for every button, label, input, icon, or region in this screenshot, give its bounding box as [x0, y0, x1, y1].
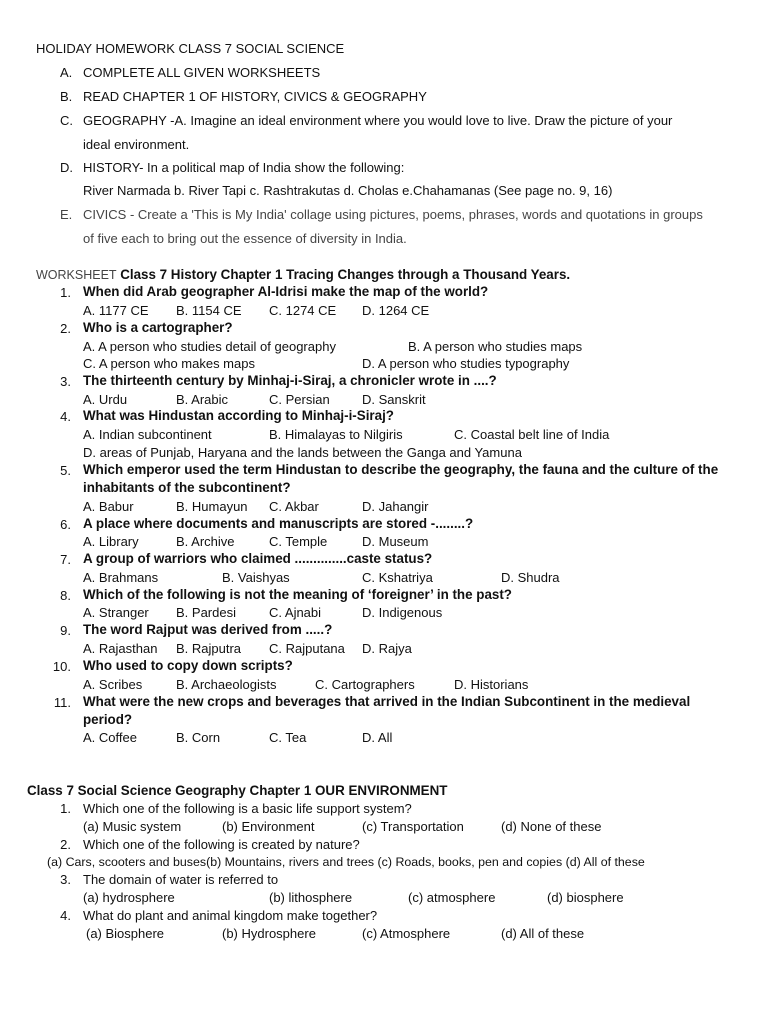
option: A. A person who studies detail of geography — [83, 339, 336, 354]
option: B. A person who studies maps — [408, 339, 583, 354]
option: C. Rajputana — [269, 641, 345, 656]
option: (c) atmosphere — [408, 890, 496, 905]
question-number: 1. — [60, 285, 71, 300]
option: D. Rajya — [362, 641, 412, 656]
option: A. Coffee — [83, 730, 137, 745]
question-text: Which one of the following is a basic life support system? — [83, 801, 412, 816]
question-number: 6. — [60, 517, 71, 532]
option: (c) Atmosphere — [362, 926, 451, 941]
question-number: 1. — [60, 801, 71, 816]
homework-item-a: COMPLETE ALL GIVEN WORKSHEETS — [83, 65, 321, 80]
question-text: The domain of water is referred to — [83, 872, 279, 887]
option: D. All — [362, 730, 393, 745]
option: D. Shudra — [501, 570, 560, 585]
option: B. Rajputra — [176, 641, 242, 656]
homework-marker-e: E. — [60, 207, 73, 222]
homework-item-d-line2: River Narmada b. River Tapi c. Rashtrakutas d. Cholas e.Chahamanas (See page no. 9, 16) — [83, 183, 613, 198]
option: D. areas of Punjab, Haryana and the lands between the Ganga and Yamuna — [83, 445, 522, 460]
option: C. Persian — [269, 392, 330, 407]
homework-marker-b: B. — [60, 89, 73, 104]
option: B. Vaishyas — [222, 570, 290, 585]
question-number: 2. — [60, 321, 71, 336]
question-text: What was Hindustan according to Minhaj-i-Siraj? — [83, 408, 394, 423]
option: C. Akbar — [269, 499, 319, 514]
option: B. Arabic — [176, 392, 229, 407]
option: (d) None of these — [501, 819, 602, 834]
homework-item-c-line2: ideal environment. — [83, 137, 190, 152]
option: A. Stranger — [83, 605, 149, 620]
question-text: Who used to copy down scripts? — [83, 658, 293, 673]
question-text: A group of warriors who claimed ..............caste status? — [83, 551, 433, 566]
option: A. Brahmans — [83, 570, 159, 585]
question-text: What do plant and animal kingdom make together? — [83, 908, 378, 923]
question-number: 10. — [52, 659, 71, 674]
option: (a) hydrosphere — [83, 890, 175, 905]
homework-item-e-line2: of five each to bring out the essence of diversity in India. — [83, 231, 407, 246]
geography-title: Class 7 Social Science Geography Chapter 1 OUR ENVIRONMENT — [27, 783, 448, 798]
option: B. Pardesi — [176, 605, 236, 620]
option: C. Cartographers — [315, 677, 415, 692]
option: B. Corn — [176, 730, 221, 745]
homework-item-b: READ CHAPTER 1 OF HISTORY, CIVICS & GEOGRAPHY — [83, 89, 427, 104]
option: (c) Transportation — [362, 819, 464, 834]
question-text: A place where documents and manuscripts are stored -........? — [83, 516, 474, 531]
option: B. Archaeologists — [176, 677, 277, 692]
option: (d) biosphere — [547, 890, 624, 905]
option: C. 1274 CE — [269, 303, 337, 318]
question-number: 3. — [60, 374, 71, 389]
option: C. Kshatriya — [362, 570, 433, 585]
homework-marker-d: D. — [60, 160, 73, 175]
option: (b) Environment — [222, 819, 315, 834]
question-text-continued: inhabitants of the subcontinent? — [83, 480, 291, 495]
option: A. Rajasthan — [83, 641, 158, 656]
homework-marker-c: C. — [60, 113, 73, 128]
option: A. Scribes — [83, 677, 143, 692]
question-number: 2. — [60, 837, 71, 852]
option: B. Himalayas to Nilgiris — [269, 427, 403, 442]
option: A. Indian subcontinent — [83, 427, 212, 442]
option: C. Temple — [269, 534, 328, 549]
option: D. Jahangir — [362, 499, 429, 514]
question-text: What were the new crops and beverages that arrived in the Indian Subcontinent in the medieval — [83, 694, 691, 709]
worksheet-heading — [36, 267, 570, 283]
option: (a) Music system — [83, 819, 182, 834]
homework-title: HOLIDAY HOMEWORK CLASS 7 SOCIAL SCIENCE — [36, 41, 345, 56]
option: C. Tea — [269, 730, 307, 745]
question-text: The thirteenth century by Minhaj-i-Siraj, a chronicler wrote in ....? — [83, 373, 497, 388]
question-text: The word Rajput was derived from .....? — [83, 622, 333, 637]
homework-item-d-line1: HISTORY- In a political map of India show the following: — [83, 160, 405, 175]
question-number: 9. — [60, 623, 71, 638]
option: D. Sanskrit — [362, 392, 426, 407]
option: B. Archive — [176, 534, 235, 549]
question-text: Which of the following is not the meaning of ‘foreigner’ in the past? — [83, 587, 512, 602]
option: D. A person who studies typography — [362, 356, 570, 371]
option: A. Urdu — [83, 392, 128, 407]
option: (b) Hydrosphere — [222, 926, 316, 941]
option: (d) All of these — [501, 926, 585, 941]
question-number: 11. — [53, 695, 71, 710]
question-text-continued: period? — [83, 712, 133, 727]
option: (a) Biosphere — [86, 926, 165, 941]
option: C. Coastal belt line of India — [454, 427, 610, 442]
option-line: (a) Cars, scooters and buses(b) Mountains, rivers and trees (c) Roads, books, pen and copies (d) All of these — [47, 855, 645, 869]
option: (b) lithosphere — [269, 890, 353, 905]
option: D. Museum — [362, 534, 429, 549]
history-title: Class 7 History Chapter 1 Tracing Changes through a Thousand Years. — [120, 267, 571, 282]
option: D. Historians — [454, 677, 529, 692]
question-number: 4. — [60, 409, 71, 424]
option: B. Humayun — [176, 499, 248, 514]
option: C. A person who makes maps — [83, 356, 255, 371]
worksheet-prefix: WORKSHEET — [36, 268, 117, 282]
option: A. Library — [83, 534, 139, 549]
question-number: 3. — [60, 872, 71, 887]
question-text: When did Arab geographer Al-Idrisi make the map of the world? — [83, 284, 489, 299]
question-text: Who is a cartographer? — [83, 320, 233, 335]
option: D. 1264 CE — [362, 303, 430, 318]
question-number: 5. — [60, 463, 71, 478]
option: C. Ajnabi — [269, 605, 322, 620]
homework-item-e-line1: CIVICS - Create a 'This is My India' collage using pictures, poems, phrases, words and quotations in groups — [83, 207, 703, 222]
question-number: 7. — [60, 552, 71, 567]
option: B. 1154 CE — [176, 303, 242, 318]
option: A. 1177 CE — [83, 303, 149, 318]
option: D. Indigenous — [362, 605, 443, 620]
homework-marker-a: A. — [60, 65, 73, 80]
question-number: 8. — [60, 588, 71, 603]
question-text: Which one of the following is created by nature? — [83, 837, 360, 852]
homework-item-c-line1: GEOGRAPHY -A. Imagine an ideal environment where you would love to live. Draw the picture of your — [83, 113, 673, 128]
question-text: Which emperor used the term Hindustan to describe the geography, the fauna and the culture of the — [83, 462, 719, 477]
question-number: 4. — [60, 908, 71, 923]
option: A. Babur — [83, 499, 134, 514]
